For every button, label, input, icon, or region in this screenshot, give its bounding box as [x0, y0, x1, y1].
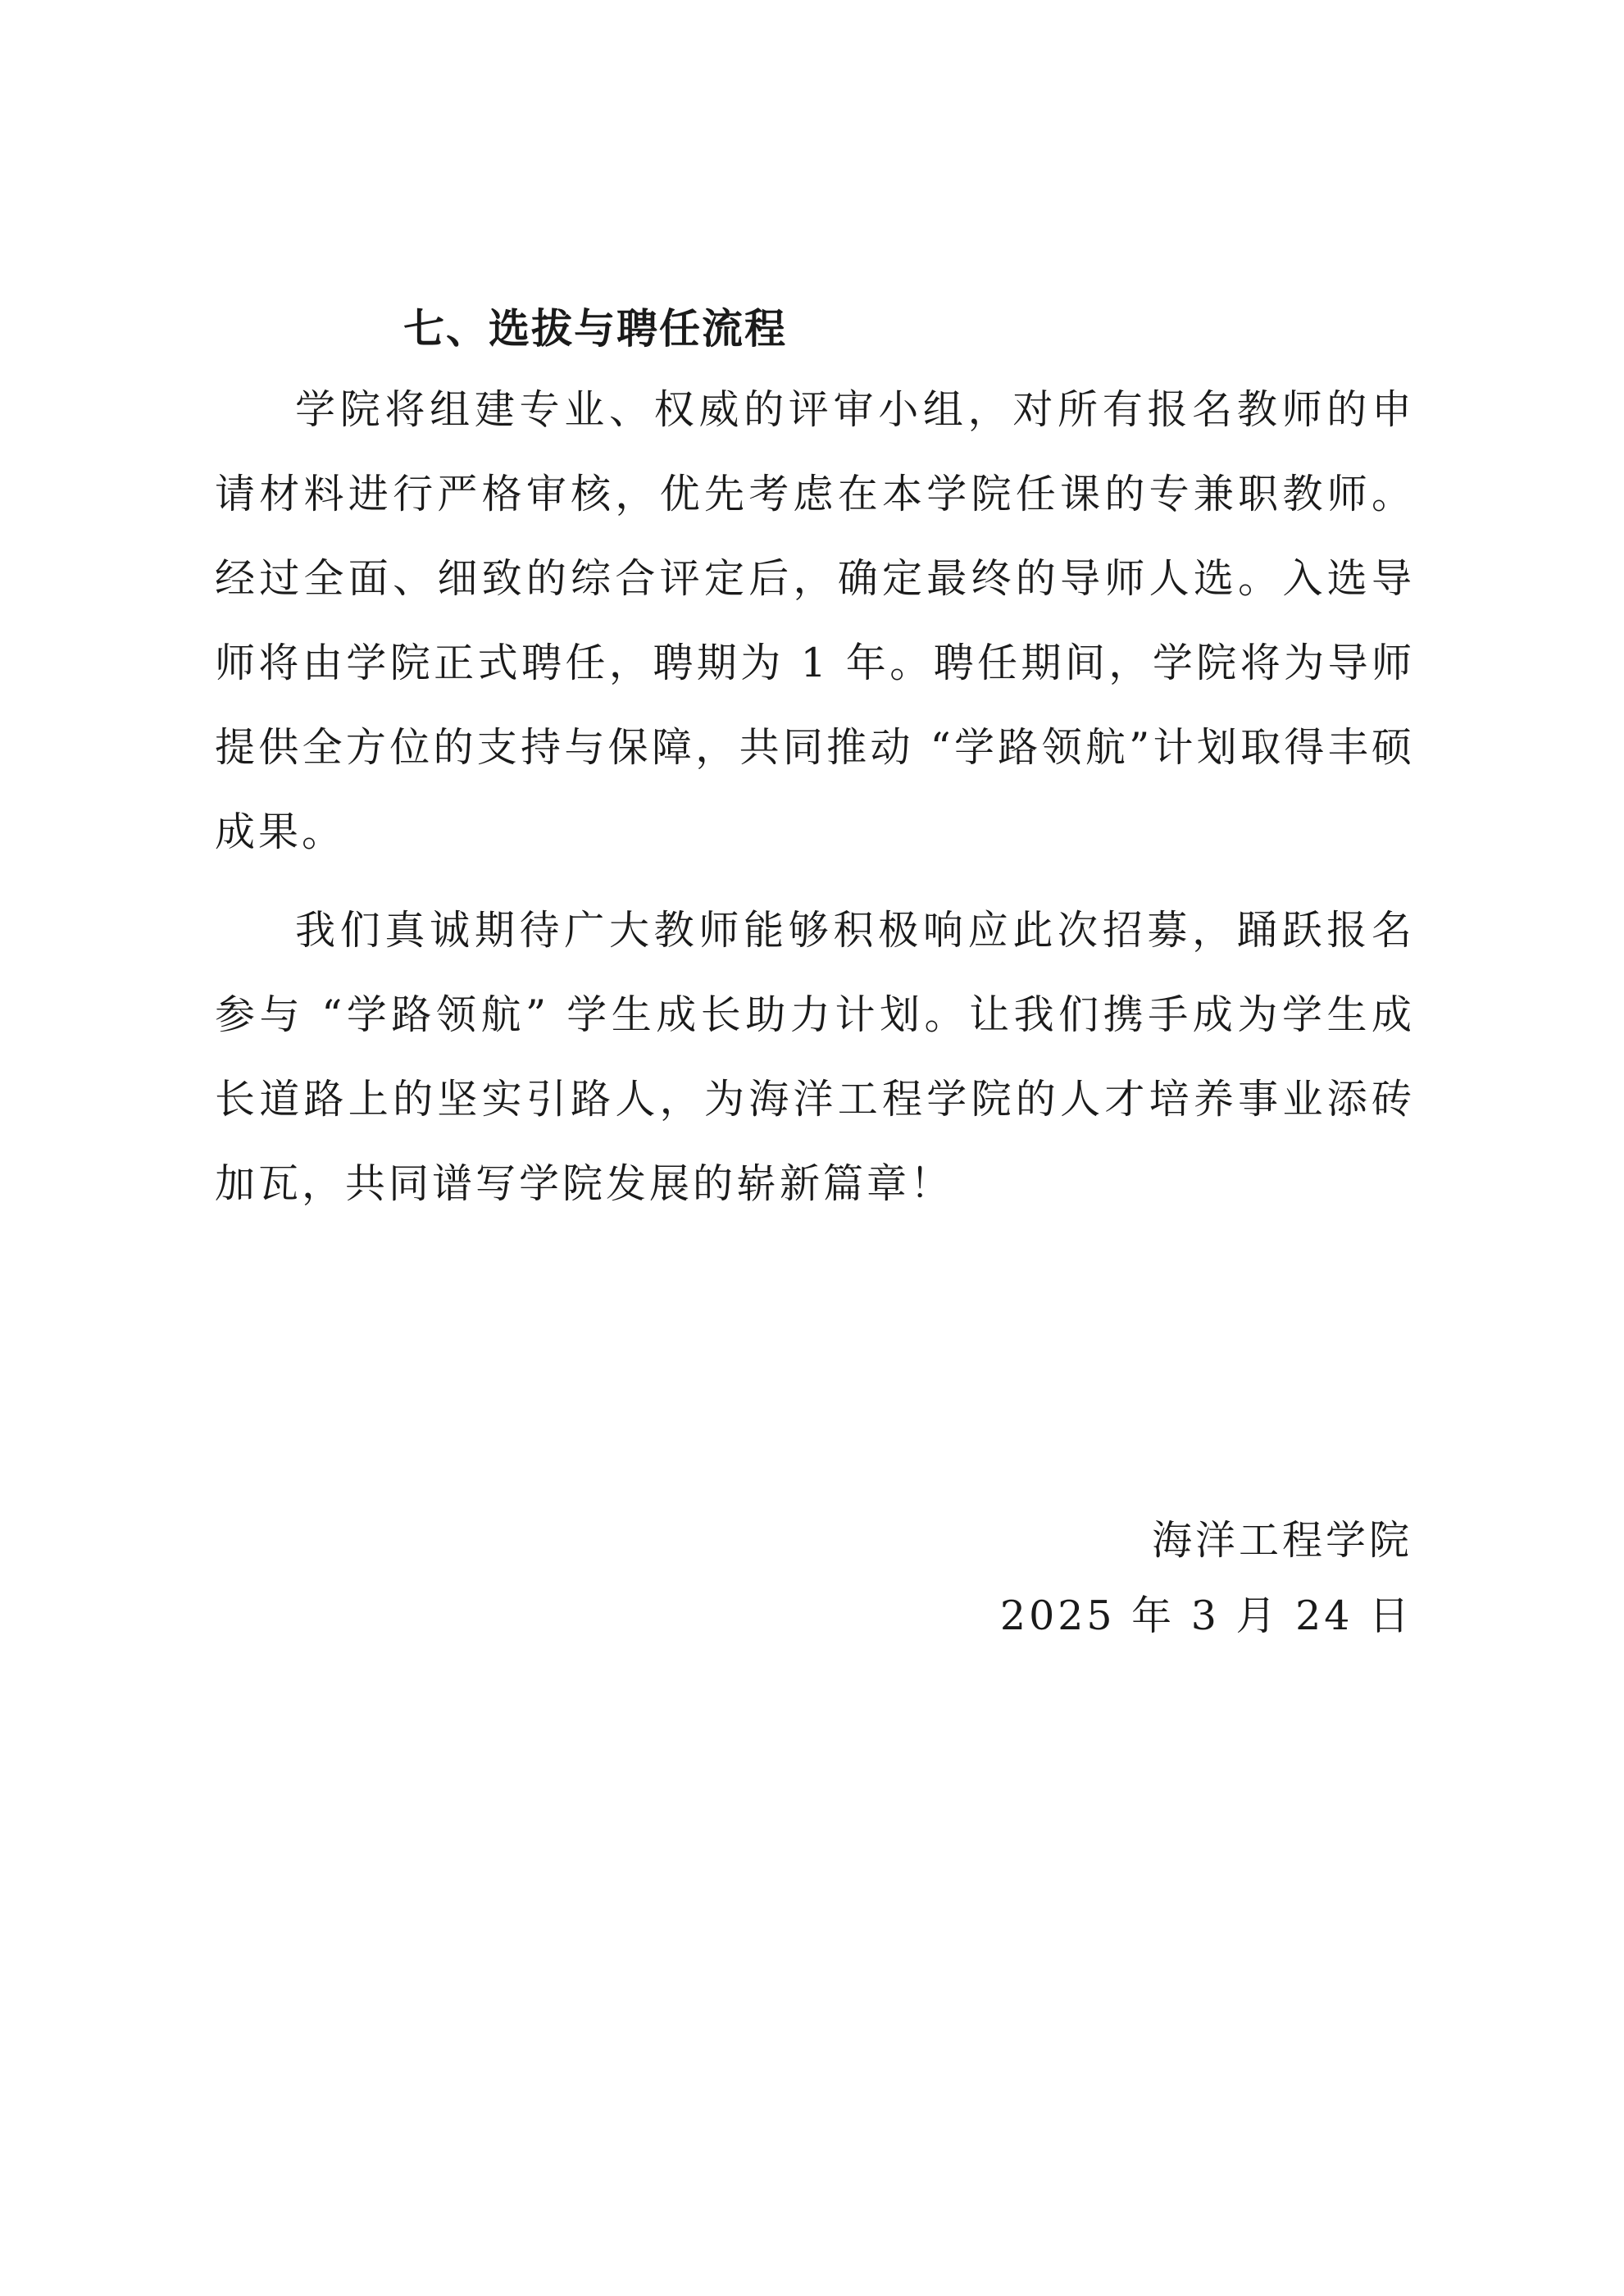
- body-paragraph-selection: 学院将组建专业、权威的评审小组，对所有报名教师的申请材料进行严格审核，优先考虑在本学院任课的专兼职教师。经过全面、细致的综合评定后，确定最终的导师人选。入选导师将由学院正式聘任，聘期为 1 年。聘任期间，学院将为导师提供全方位的支持与保障，共同推动 “学路领航”计划取得丰硕成果。: [215, 386, 1415, 855]
- signature-organization: 海洋工程学院: [1151, 1517, 1412, 1564]
- body-paragraph-invitation: 我们真诚期待广大教师能够积极响应此次招募，踊跃报名参与 “学路领航” 学生成长助力计划。让我们携手成为学生成长道路上的坚实引路人，为海洋工程学院的人才培养事业添砖加瓦，共同谱写学院发展的崭新篇章！: [215, 907, 1415, 1207]
- section-heading: 七、选拔与聘任流程: [403, 305, 787, 353]
- signature-date: 2025 年 3 月 24 日: [999, 1592, 1412, 1639]
